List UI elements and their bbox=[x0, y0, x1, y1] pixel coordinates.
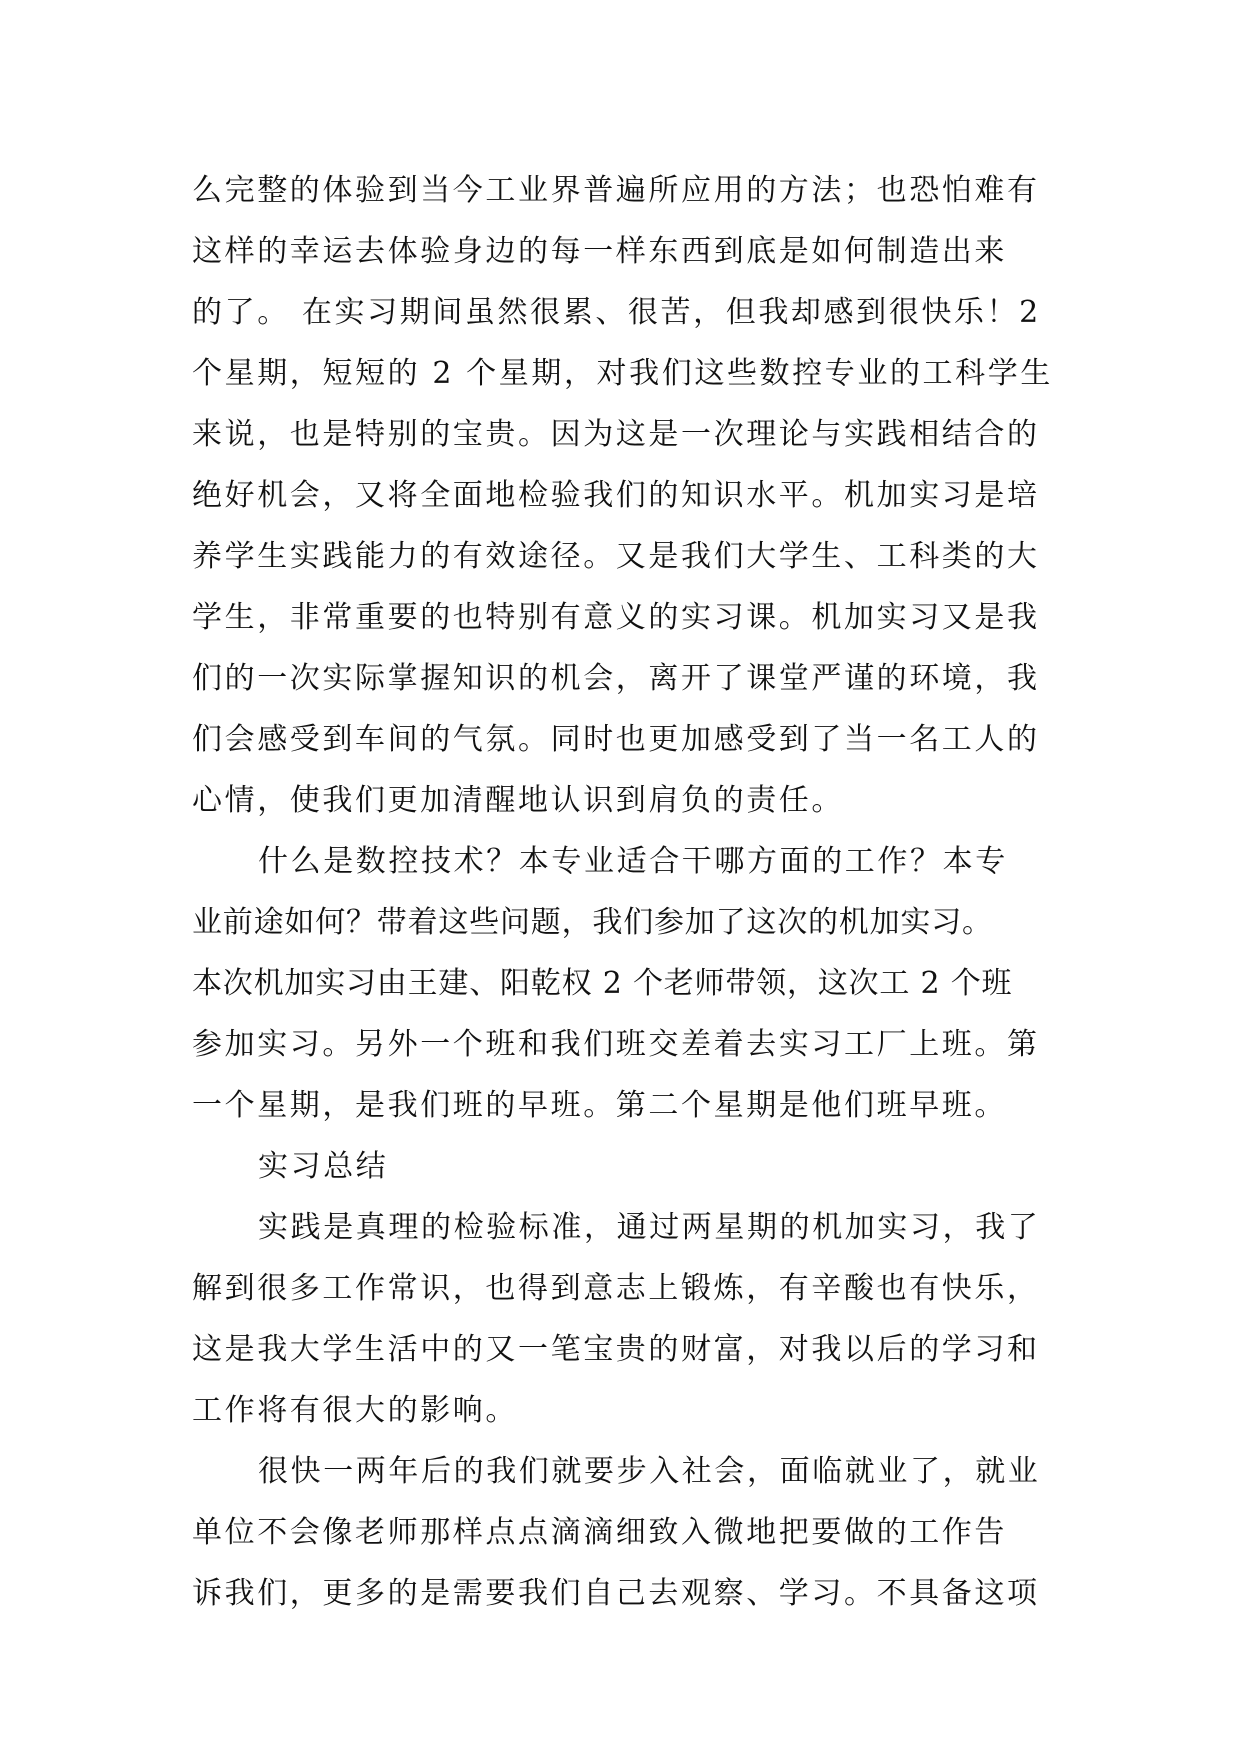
text-line: 参加实习。另外一个班和我们班交差着去实习工厂上班。第 bbox=[192, 1027, 1040, 1062]
text-line: 的了。 在实习期间虽然很累、很苦，但我却感到很快乐！2 bbox=[192, 295, 1041, 330]
text-line: 来说，也是特别的宝贵。因为这是一次理论与实践相结合的 bbox=[192, 417, 1040, 452]
text-line: 一个星期，是我们班的早班。第二个星期是他们班早班。 bbox=[192, 1088, 1007, 1123]
document-body bbox=[192, 160, 1052, 1624]
section-heading: 实习总结 bbox=[258, 1149, 389, 1184]
text-line: 这样的幸运去体验身边的每一样东西到底是如何制造出来 bbox=[192, 234, 1007, 269]
text-line: 绝好机会，又将全面地检验我们的知识水平。机加实习是培 bbox=[192, 478, 1040, 513]
text-line: 学生，非常重要的也特别有意义的实习课。机加实习又是我 bbox=[192, 600, 1040, 635]
text-line: 们会感受到车间的气氛。同时也更加感受到了当一名工人的 bbox=[192, 722, 1040, 757]
paragraph-start-line: 实践是真理的检验标准，通过两星期的机加实习，我了 bbox=[258, 1210, 1041, 1245]
text-line: 业前途如何？带着这些问题，我们参加了这次的机加实习。 bbox=[192, 905, 993, 940]
text-line: 养学生实践能力的有效途径。又是我们大学生、工科类的大 bbox=[192, 539, 1040, 574]
text-line: 解到很多工作常识，也得到意志上锻炼，有辛酸也有快乐， bbox=[192, 1271, 1040, 1306]
text-line: 么完整的体验到当今工业界普遍所应用的方法；也恐怕难有 bbox=[192, 173, 1040, 208]
text-line: 本次机加实习由王建、阳乾权 2 个老师带领，这次工 2 个班 bbox=[192, 966, 1013, 1001]
paragraph-start-line: 什么是数控技术？本专业适合干哪方面的工作？本专 bbox=[258, 844, 1008, 879]
text-line: 个星期，短短的 2 个星期，对我们这些数控专业的工科学生 bbox=[192, 356, 1053, 391]
text-line: 们的一次实际掌握知识的机会，离开了课堂严谨的环境，我 bbox=[192, 661, 1040, 696]
text-line: 诉我们，更多的是需要我们自己去观察、学习。不具备这项 bbox=[192, 1576, 1040, 1611]
text-line: 工作将有很大的影响。 bbox=[192, 1393, 518, 1428]
text-line: 单位不会像老师那样点点滴滴细致入微地把要做的工作告 bbox=[192, 1515, 1007, 1550]
text-line: 心情，使我们更加清醒地认识到肩负的责任。 bbox=[192, 783, 844, 818]
paragraph-start-line: 很快一两年后的我们就要步入社会，面临就业了，就业 bbox=[258, 1454, 1041, 1489]
text-line: 这是我大学生活中的又一笔宝贵的财富，对我以后的学习和 bbox=[192, 1332, 1040, 1367]
